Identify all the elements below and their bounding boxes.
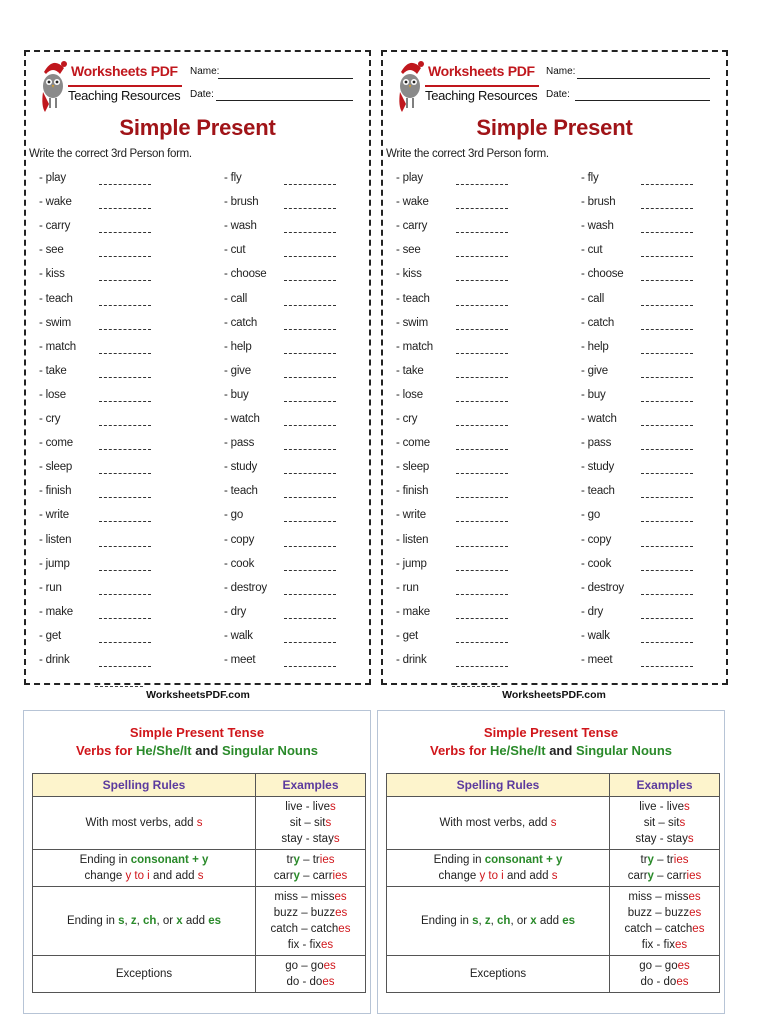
date-label: Date: [546, 89, 570, 100]
answer-blank[interactable] [284, 473, 336, 474]
answer-blank[interactable] [99, 232, 151, 233]
answer-blank[interactable] [99, 208, 151, 209]
answer-blank[interactable] [456, 642, 508, 643]
examples-cell: go – goes do - does [610, 956, 720, 993]
worksheet-title: Simple Present [476, 115, 633, 140]
verb-prompt: - cry [396, 413, 418, 425]
answer-blank[interactable] [641, 184, 693, 185]
answer-blank[interactable] [284, 546, 336, 547]
verb-prompt: - brush [224, 196, 259, 209]
answer-blank[interactable] [641, 497, 693, 498]
verb-prompt: - choose [581, 268, 624, 281]
rule-cell: With most verbs, add s [387, 797, 610, 850]
answer-blank[interactable] [284, 425, 336, 426]
verb-prompt: - give [224, 364, 251, 377]
table-row [387, 850, 720, 887]
owl-logo-icon [395, 58, 425, 114]
verb-prompt: - fly [581, 172, 599, 184]
answer-blank[interactable] [641, 425, 693, 426]
answer-blank[interactable] [456, 666, 508, 667]
answer-blank[interactable] [284, 232, 336, 233]
col-header-examples: Examples [256, 774, 366, 797]
verb-prompt: - see [39, 244, 64, 257]
answer-blank[interactable] [99, 642, 151, 643]
verb-prompt: - cook [581, 557, 612, 570]
answer-blank[interactable] [456, 256, 508, 257]
verb-prompt: - drink [396, 654, 427, 666]
verb-prompt: - fly [224, 172, 242, 184]
verb-prompt: - carry [396, 220, 428, 233]
answer-blank[interactable] [284, 256, 336, 257]
answer-blank[interactable] [99, 497, 151, 498]
worksheet-left [24, 50, 371, 685]
answer-blank[interactable] [284, 184, 336, 185]
verb-prompt: - lose [396, 388, 423, 401]
footer-url: WorksheetsPDF.com [502, 689, 606, 701]
answer-blank[interactable] [99, 280, 151, 281]
verb-prompt: - make [396, 605, 430, 618]
verb-prompt: - copy [581, 533, 612, 546]
answer-blank[interactable] [99, 305, 151, 306]
verb-prompt: - brush [581, 196, 616, 209]
answer-blank[interactable] [456, 449, 508, 450]
answer-blank[interactable] [456, 594, 508, 595]
verb-prompt: - run [396, 581, 419, 594]
verb-prompt: - cut [224, 244, 246, 257]
answer-blank[interactable] [284, 618, 336, 619]
answer-blank[interactable] [641, 521, 693, 522]
table-row [387, 956, 720, 993]
name-field[interactable] [218, 78, 353, 79]
answer-blank[interactable] [99, 353, 151, 354]
verb-prompt: - get [39, 629, 62, 642]
name-label: Name: [190, 66, 220, 77]
verb-prompt: - dry [224, 605, 247, 618]
verb-prompt: - call [581, 292, 605, 305]
verb-prompt: - walk [224, 629, 253, 642]
verb-prompt: - catch [581, 316, 615, 329]
answer-blank[interactable] [641, 401, 693, 402]
verb-prompt: - go [581, 509, 601, 522]
verb-prompt: - give [581, 364, 608, 377]
verb-prompt: - teach [396, 292, 430, 305]
answer-blank[interactable] [284, 642, 336, 643]
verb-prompt: - sleep [39, 461, 73, 474]
verb-prompt: - carry [39, 220, 71, 233]
verb-prompt: - teach [224, 485, 258, 498]
answer-blank[interactable] [284, 280, 336, 281]
verb-prompt: - pass [224, 437, 255, 450]
rules-subtitle: Verbs for He/She/It and Singular Nouns [76, 743, 318, 758]
answer-blank[interactable] [641, 232, 693, 233]
verb-prompt: - teach [581, 485, 615, 498]
verb-prompt: - choose [224, 268, 267, 281]
answer-blank[interactable] [641, 305, 693, 306]
answer-blank[interactable] [99, 425, 151, 426]
verb-prompt: - go [224, 509, 244, 522]
answer-blank[interactable] [641, 666, 693, 667]
answer-blank[interactable] [99, 401, 151, 402]
date-label: Date: [190, 89, 214, 100]
verb-prompt: - cry [39, 413, 61, 425]
answer-blank[interactable] [284, 208, 336, 209]
verb-prompt: - take [396, 364, 424, 377]
verb-prompt: - jump [396, 557, 427, 570]
col-header-rules: Spelling Rules [387, 774, 610, 797]
rule-cell: Exceptions [387, 956, 610, 993]
brand-name: Worksheets PDF [428, 63, 535, 79]
spelling-rules-card-left [23, 710, 371, 1014]
verb-prompt: - swim [39, 316, 72, 329]
verb-prompt: - copy [224, 533, 255, 546]
table-row [387, 887, 720, 956]
brand-subtitle: Teaching Resources [425, 88, 538, 103]
footer-divider [452, 686, 500, 687]
verb-prompt: - run [39, 581, 62, 594]
answer-blank[interactable] [641, 353, 693, 354]
answer-blank[interactable] [284, 401, 336, 402]
examples-cell: miss – misses buzz – buzzes catch – catches fix - fixes [256, 887, 366, 956]
table-row [33, 887, 366, 956]
verb-prompt: - sleep [396, 461, 430, 474]
verb-prompt: - catch [224, 316, 258, 329]
rules-subtitle: Verbs for He/She/It and Singular Nouns [430, 743, 672, 758]
answer-blank[interactable] [99, 546, 151, 547]
brand-name: Worksheets PDF [71, 63, 178, 79]
verb-prompt: - destroy [224, 581, 267, 594]
verb-prompt: - help [581, 340, 609, 353]
answer-blank[interactable] [284, 449, 336, 450]
owl-logo-icon [38, 58, 68, 114]
verb-prompt: - study [224, 461, 258, 474]
rule-cell: Ending in consonant + y change y to i and add s [387, 850, 610, 887]
answer-blank[interactable] [456, 521, 508, 522]
instruction-text: Write the correct 3rd Person form. [29, 148, 192, 160]
answer-blank[interactable] [456, 618, 508, 619]
rule-cell: Exceptions [33, 956, 256, 993]
verb-prompt: - wake [39, 196, 72, 209]
table-row [33, 956, 366, 993]
answer-blank[interactable] [284, 353, 336, 354]
table-row [33, 797, 366, 850]
rule-cell: Ending in s, z, ch, or x add es [33, 887, 256, 956]
verb-prompt: - dry [581, 605, 604, 618]
rule-cell: Ending in s, z, ch, or x add es [387, 887, 610, 956]
verb-prompt: - listen [396, 533, 429, 546]
verb-prompt: - wash [581, 220, 614, 233]
verb-prompt: - swim [396, 316, 429, 329]
instruction-text: Write the correct 3rd Person form. [386, 148, 549, 160]
answer-blank[interactable] [456, 425, 508, 426]
verb-prompt: - meet [224, 654, 256, 666]
verb-prompt: - listen [39, 533, 72, 546]
rule-cell: With most verbs, add s [33, 797, 256, 850]
verb-prompt: - teach [39, 292, 73, 305]
answer-blank[interactable] [641, 594, 693, 595]
footer-url: WorksheetsPDF.com [146, 689, 250, 701]
name-label: Name: [546, 66, 576, 77]
verb-prompt: - study [581, 461, 615, 474]
verb-prompt: - buy [224, 388, 249, 401]
footer-divider [95, 686, 143, 687]
spelling-rules-table [32, 773, 366, 993]
verb-prompt: - cut [581, 244, 603, 257]
answer-blank[interactable] [99, 570, 151, 571]
answer-blank[interactable] [456, 208, 508, 209]
answer-blank[interactable] [641, 618, 693, 619]
answer-blank[interactable] [99, 449, 151, 450]
verb-prompt: - kiss [396, 268, 422, 281]
examples-cell: try – tries carry – carries [256, 850, 366, 887]
name-field[interactable] [577, 78, 710, 79]
examples-cell: live - lives sit – sits stay - stays [256, 797, 366, 850]
answer-blank[interactable] [456, 546, 508, 547]
verb-prompt: - take [39, 364, 67, 377]
verb-prompt: - jump [39, 557, 70, 570]
verb-prompt: - kiss [39, 268, 65, 281]
verb-prompt: - walk [581, 629, 610, 642]
verb-prompt: - write [39, 509, 69, 522]
answer-blank[interactable] [456, 305, 508, 306]
date-field[interactable] [216, 100, 353, 101]
brand-subtitle: Teaching Resources [68, 88, 181, 103]
verb-prompt: - match [39, 340, 76, 353]
answer-blank[interactable] [641, 570, 693, 571]
answer-blank[interactable] [99, 666, 151, 667]
verb-prompt: - help [224, 340, 252, 353]
verb-prompt: - drink [39, 654, 70, 666]
answer-blank[interactable] [284, 594, 336, 595]
answer-blank[interactable] [641, 329, 693, 330]
verb-prompt: - get [396, 629, 419, 642]
answer-blank[interactable] [99, 594, 151, 595]
answer-blank[interactable] [641, 208, 693, 209]
answer-blank[interactable] [99, 329, 151, 330]
answer-blank[interactable] [284, 377, 336, 378]
answer-blank[interactable] [641, 256, 693, 257]
verb-prompt: - write [396, 509, 426, 522]
answer-blank[interactable] [284, 305, 336, 306]
spelling-rules-card-right [377, 710, 725, 1014]
verb-prompt: - play [396, 172, 423, 184]
answer-blank[interactable] [456, 232, 508, 233]
answer-blank[interactable] [284, 666, 336, 667]
table-row [387, 797, 720, 850]
answer-blank[interactable] [456, 401, 508, 402]
answer-blank[interactable] [284, 521, 336, 522]
verb-prompt: - pass [581, 437, 612, 450]
answer-blank[interactable] [99, 473, 151, 474]
col-header-examples: Examples [610, 774, 720, 797]
answer-blank[interactable] [456, 184, 508, 185]
answer-blank[interactable] [456, 497, 508, 498]
table-row [33, 850, 366, 887]
answer-blank[interactable] [284, 570, 336, 571]
verb-prompt: - play [39, 172, 66, 184]
verb-prompt: - come [396, 437, 430, 450]
verb-prompt: - lose [39, 388, 66, 401]
verb-prompt: - finish [396, 485, 429, 498]
examples-cell: live - lives sit – sits stay - stays [610, 797, 720, 850]
answer-blank[interactable] [99, 256, 151, 257]
examples-cell: go – goes do - does [256, 956, 366, 993]
rule-cell: Ending in consonant + y change y to i and add s [33, 850, 256, 887]
answer-blank[interactable] [456, 280, 508, 281]
worksheet-title: Simple Present [119, 115, 276, 140]
examples-cell: miss – misses buzz – buzzes catch – catches fix - fixes [610, 887, 720, 956]
verb-prompt: - match [396, 340, 433, 353]
date-field[interactable] [575, 100, 710, 101]
verb-prompt: - come [39, 437, 73, 450]
verb-prompt: - destroy [581, 581, 624, 594]
answer-blank[interactable] [456, 377, 508, 378]
answer-blank[interactable] [641, 377, 693, 378]
answer-blank[interactable] [99, 377, 151, 378]
spelling-rules-table [386, 773, 720, 993]
verb-prompt: - call [224, 292, 248, 305]
answer-blank[interactable] [641, 449, 693, 450]
answer-blank[interactable] [641, 473, 693, 474]
answer-blank[interactable] [456, 353, 508, 354]
verb-prompt: - buy [581, 388, 606, 401]
answer-blank[interactable] [99, 618, 151, 619]
answer-blank[interactable] [284, 329, 336, 330]
verb-prompt: - watch [224, 413, 260, 425]
answer-blank[interactable] [456, 329, 508, 330]
verb-prompt: - wake [396, 196, 429, 209]
examples-cell: try – tries carry – carries [610, 850, 720, 887]
answer-blank[interactable] [99, 184, 151, 185]
verb-prompt: - wash [224, 220, 257, 233]
answer-blank[interactable] [456, 473, 508, 474]
verb-prompt: - see [396, 244, 421, 257]
verb-prompt: - meet [581, 654, 613, 666]
rules-title: Simple Present Tense [129, 725, 265, 740]
verb-prompt: - watch [581, 413, 617, 425]
verb-prompt: - finish [39, 485, 72, 498]
verb-prompt: - cook [224, 557, 255, 570]
col-header-rules: Spelling Rules [33, 774, 256, 797]
answer-blank[interactable] [641, 546, 693, 547]
worksheet-right [381, 50, 728, 685]
answer-blank[interactable] [641, 280, 693, 281]
answer-blank[interactable] [456, 570, 508, 571]
answer-blank[interactable] [284, 497, 336, 498]
answer-blank[interactable] [99, 521, 151, 522]
rules-title: Simple Present Tense [483, 725, 619, 740]
answer-blank[interactable] [641, 642, 693, 643]
verb-prompt: - make [39, 605, 73, 618]
